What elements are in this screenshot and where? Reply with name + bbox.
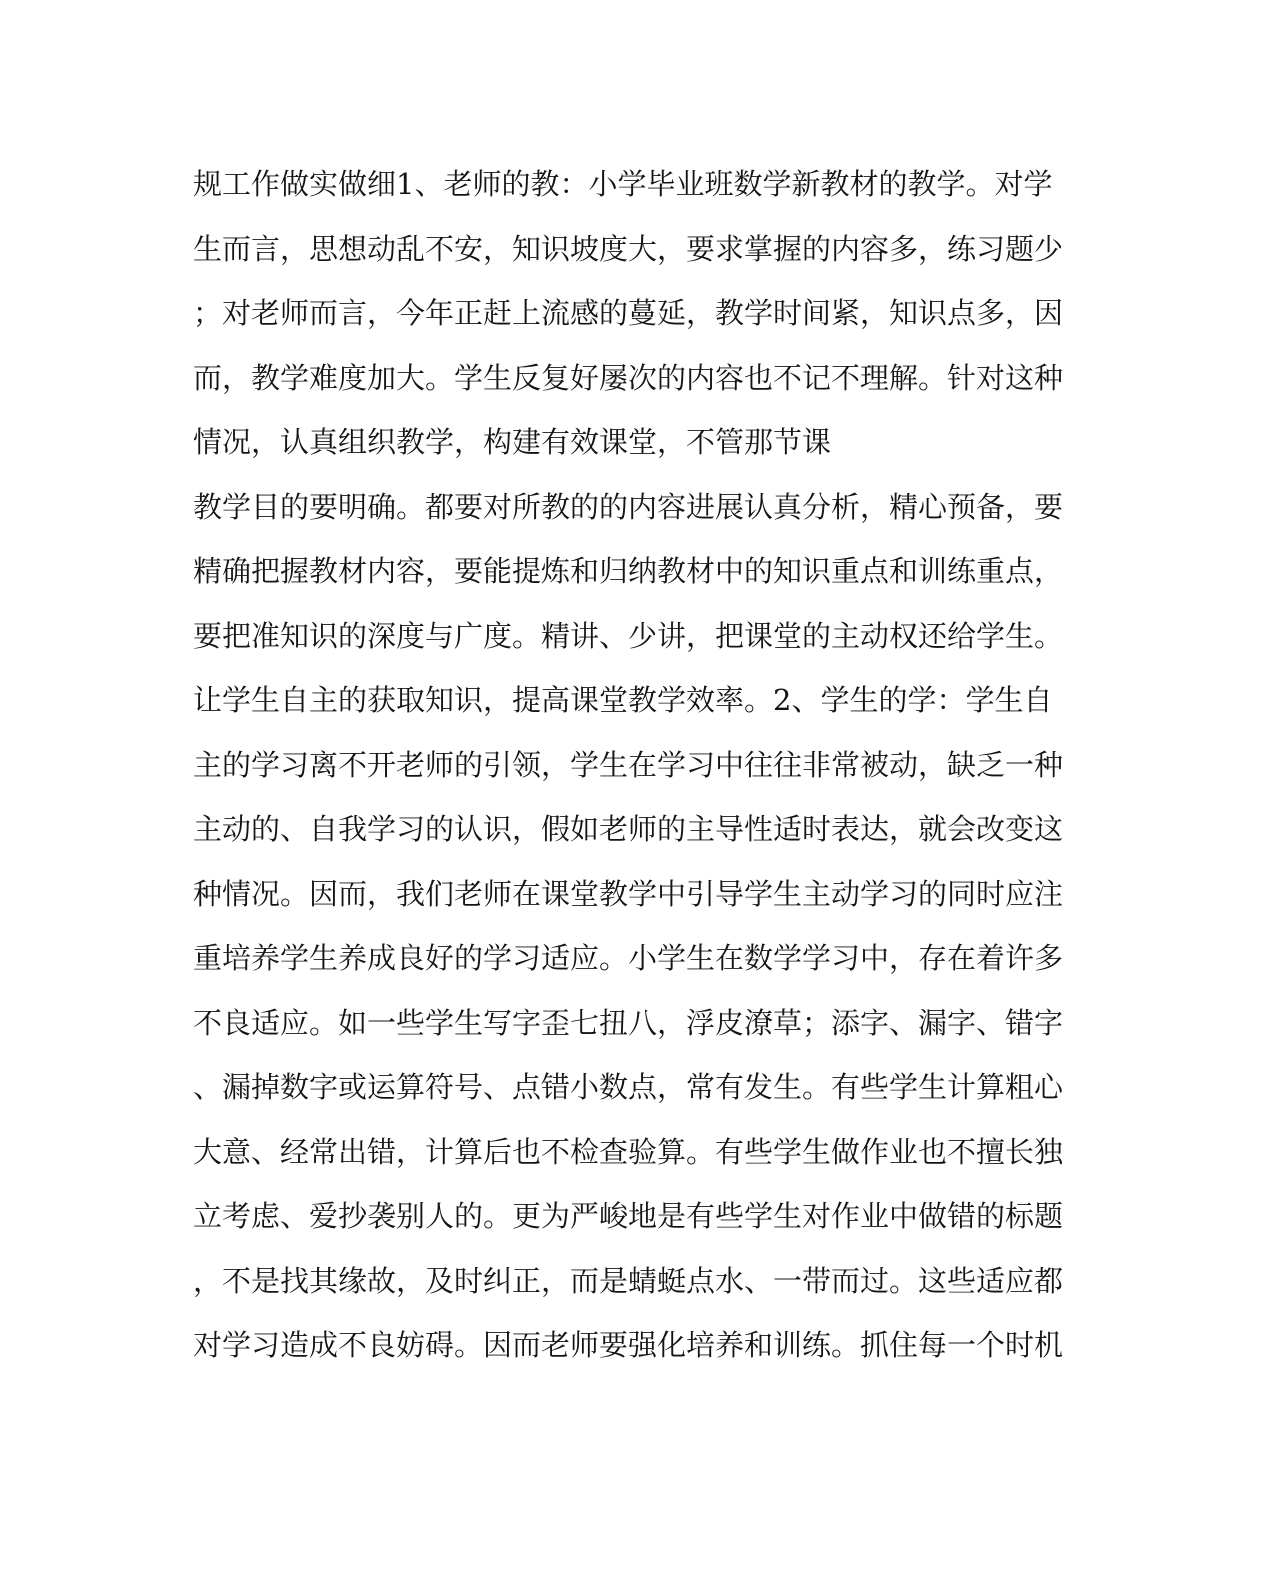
body-text [193,152,1073,1378]
text-line: 不良适应。如一些学生写字歪七扭八，浮皮潦草；添字、漏字、错字 [193,1005,1064,1040]
text-line: 而，教学难度加大。学生反复好屡次的内容也不记不理解。针对这种 [193,360,1064,395]
text-line: 立考虑、爱抄袭别人的。更为严峻地是有些学生对作业中做错的标题 [193,1199,1064,1233]
text-line: 让学生自主的获取知识，提高课堂教学效率。2、学生的学：学生自 [193,683,1053,717]
text-line: 教学目的要明确。都要对所教的的内容进展认真分析，精心预备，要 [193,489,1064,524]
text-line: 生而言，思想动乱不安，知识坡度大，要求掌握的内容多，练习题少 [193,231,1064,266]
text-line: 精确把握教材内容，要能提炼和归纳教材中的知识重点和训练重点， [193,554,1064,588]
text-line: 、漏掉数字或运算符号、点错小数点，常有发生。有些学生计算粗心 [193,1070,1064,1104]
text-line: 重培养学生养成良好的学习适应。小学生在数学学习中，存在着许多 [193,941,1064,975]
text-line: 主动的、自我学习的认识，假如老师的主导性适时表达，就会改变这 [193,812,1064,846]
text-line: ；对老师而言，今年正赶上流感的蔓延，教学时间紧，知识点多，因 [193,296,1064,330]
text-line: 主的学习离不开老师的引领，学生在学习中往往非常被动，缺乏一种 [193,747,1064,782]
text-line: 规工作做实做细1、老师的教：小学毕业班数学新教材的教学。对学 [193,167,1053,201]
text-line: 要把准知识的深度与广度。精讲、少讲，把课堂的主动权还给学生。 [193,618,1064,653]
text-line: 种情况。因而，我们老师在课堂教学中引导学生主动学习的同时应注 [193,876,1064,911]
text-line: 大意、经常出错，计算后也不检查验算。有些学生做作业也不擅长独 [193,1134,1064,1169]
text-line: 对学习造成不良妨碍。因而老师要强化培养和训练。抓住每一个时机 [193,1328,1064,1362]
text-line: ，不是找其缘故，及时纠正，而是蜻蜓点水、一带而过。这些适应都 [193,1263,1064,1298]
text-line: 情况，认真组织教学，构建有效课堂，不管那节课 [193,425,832,459]
